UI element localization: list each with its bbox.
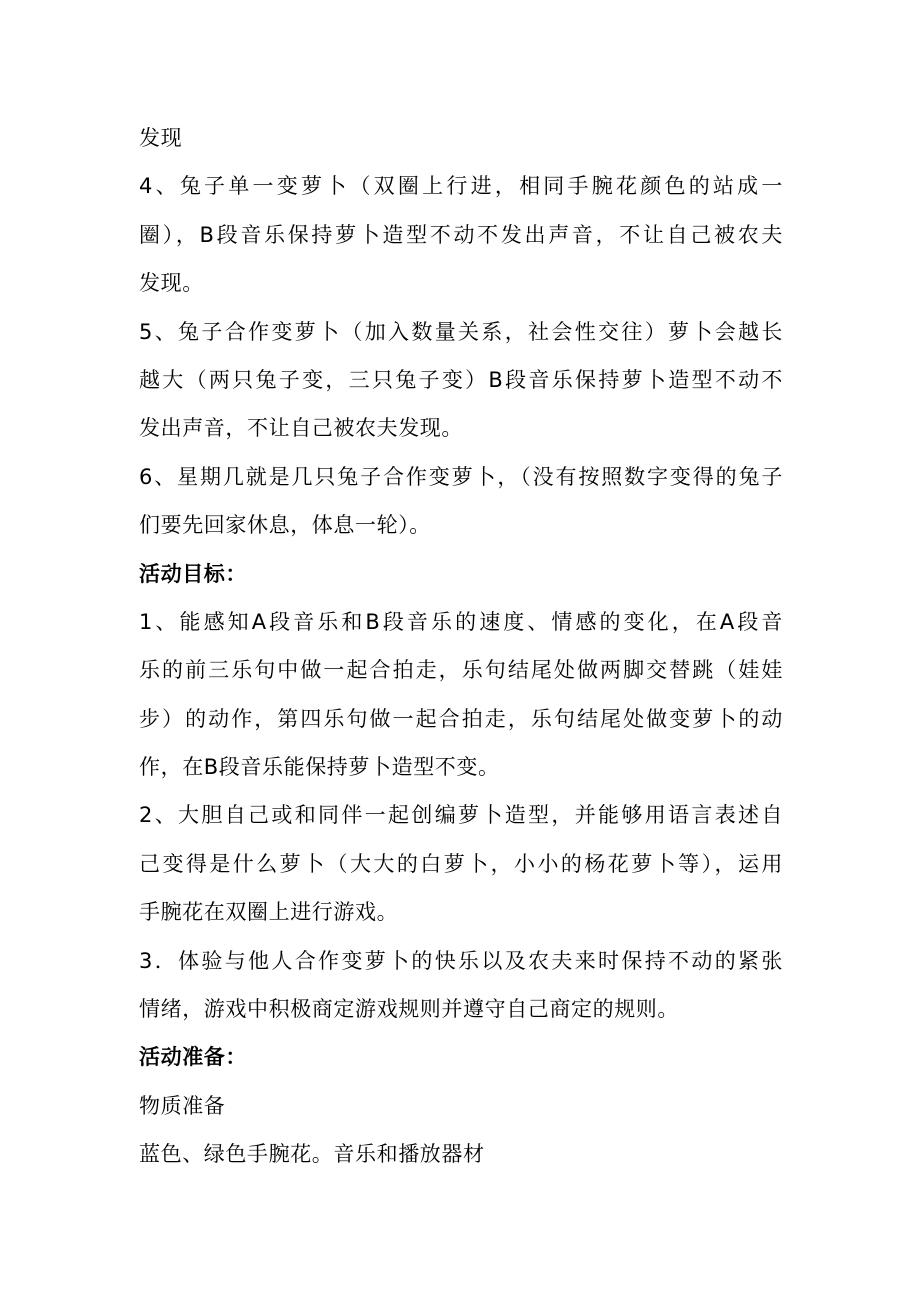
- text-line: 3．体验与他人合作变萝卜的快乐以及农夫来时保持不动的紧张: [139, 948, 783, 973]
- text-line: 圈），B段音乐保持萝卜造型不动不发出声音，不让自己被农夫: [139, 222, 783, 247]
- text-line: 手腕花在双圈上进行游戏。: [139, 900, 399, 925]
- text-line: 情绪，游戏中积极商定游戏规则并遵守自己商定的规则。: [139, 997, 679, 1022]
- text-line: 4、兔子单一变萝卜（双圈上行进，相同手腕花颜色的站成一: [139, 174, 783, 199]
- text-line: 发现: [139, 126, 183, 150]
- section-heading: 活动准备：: [139, 1045, 247, 1070]
- text-line: 1、能感知A段音乐和B段音乐的速度、情感的变化，在A段音: [139, 609, 783, 634]
- text-line: 2、大胆自己或和同伴一起创编萝卜造型，并能够用语言表述自: [139, 803, 783, 828]
- text-line: 发现。: [139, 271, 204, 296]
- text-line: 发出声音，不让自己被农夫发现。: [139, 416, 463, 441]
- text-line: 己变得是什么萝卜（大大的白萝卜，小小的杨花萝卜等），运用: [139, 851, 783, 876]
- text-line: 物质准备: [139, 1093, 226, 1118]
- text-line: 越大（两只兔子变，三只兔子变）B段音乐保持萝卜造型不动不: [139, 367, 783, 392]
- text-line: 蓝色、绿色手腕花。音乐和播放器材: [139, 1142, 485, 1167]
- text-line: 作，在B段音乐能保持萝卜造型不变。: [139, 755, 500, 780]
- text-line: 们要先回家休息，体息一轮）。: [139, 513, 431, 538]
- text-line: 5、兔子合作变萝卜（加入数量关系，社会性交往）萝卜会越长: [139, 319, 783, 344]
- text-line: 乐的前三乐句中做一起合拍走，乐句结尾处做两脚交替跳（娃娃: [139, 658, 783, 683]
- document-body: [139, 114, 783, 1179]
- text-line: 步）的动作，第四乐句做一起合拍走，乐句结尾处做变萝卜的动: [139, 706, 783, 731]
- section-heading: 活动目标：: [139, 561, 247, 586]
- text-line: 6、星期几就是几只兔子合作变萝卜，（没有按照数字变得的兔子: [139, 464, 783, 489]
